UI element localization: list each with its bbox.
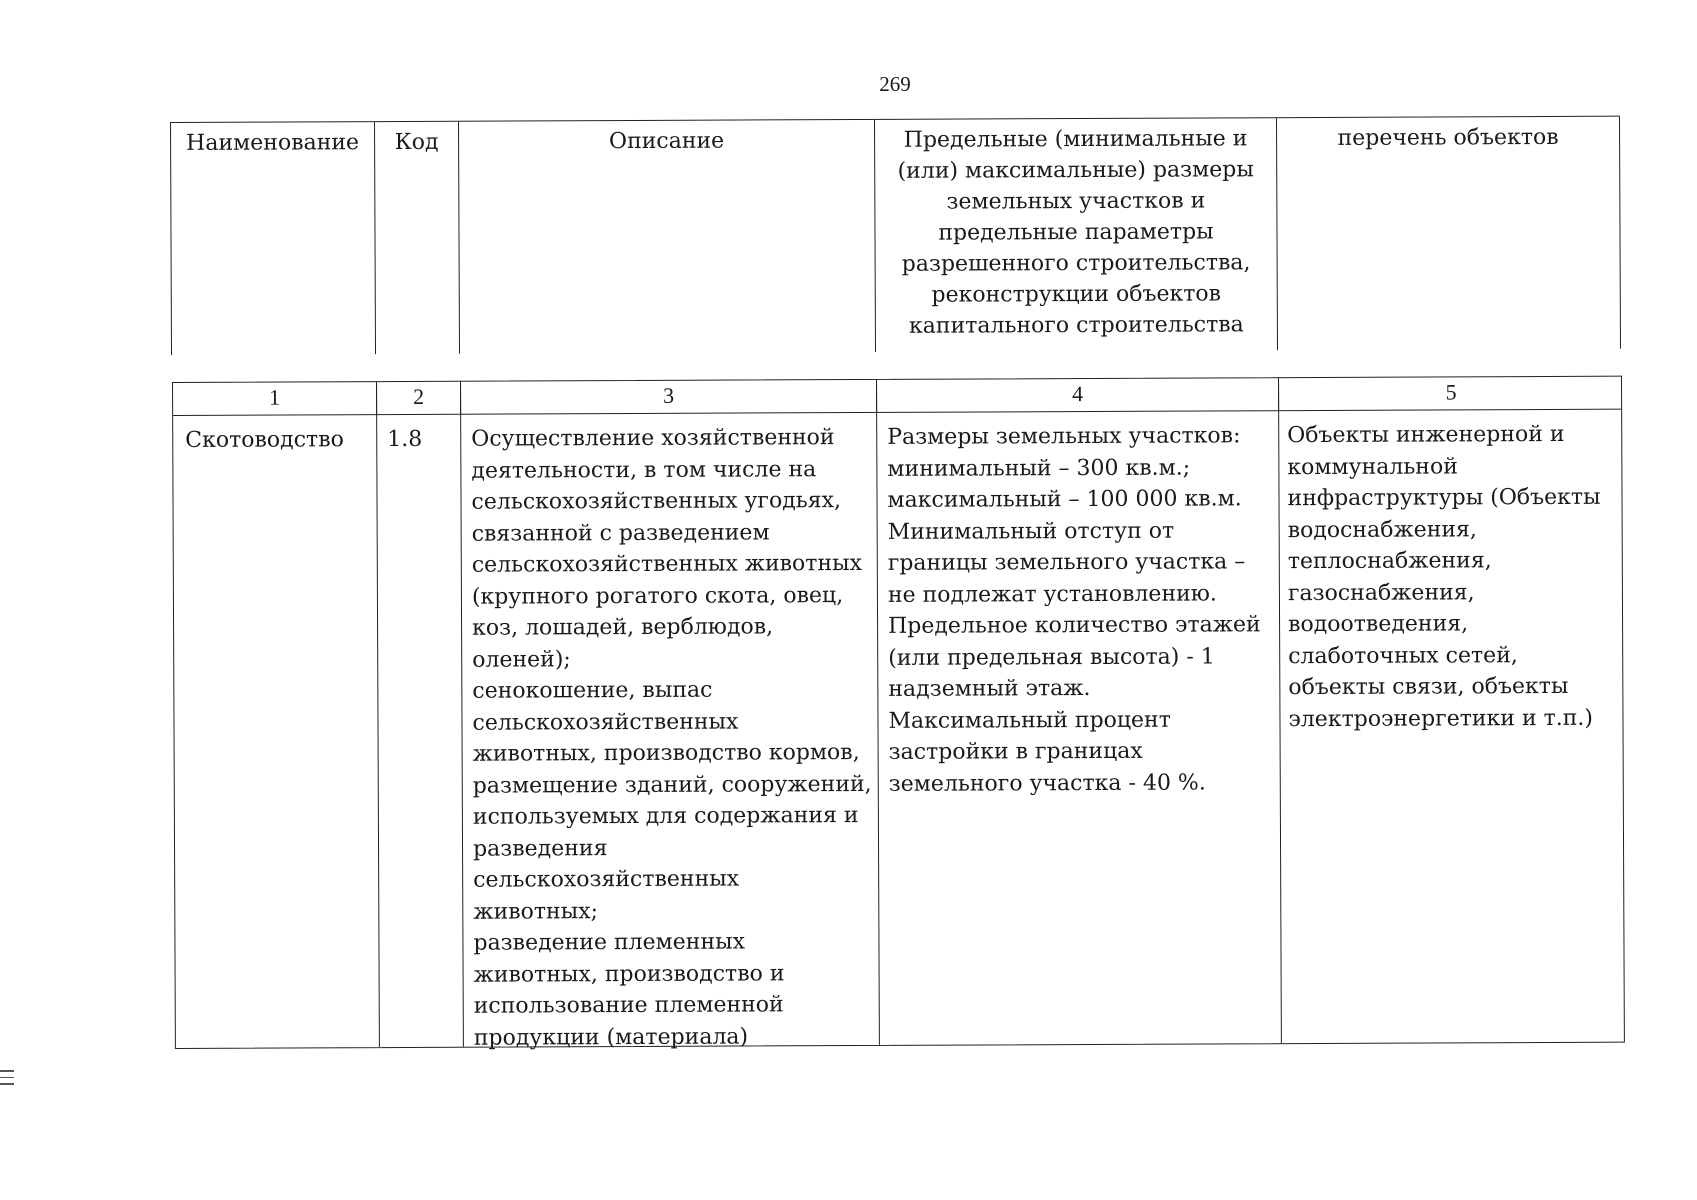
column-number-4: 4: [877, 378, 1279, 412]
header-name-label: Наименование: [186, 130, 360, 156]
edge-mark: [0, 1070, 14, 1072]
cell-code: 1.8: [387, 426, 423, 453]
edge-mark: [0, 1083, 14, 1085]
scan-edge-marks: [0, 1070, 14, 1090]
header-code-label: Код: [394, 129, 439, 156]
cell-description: Осуществление хозяйственной деятельности, в том числе на сельскохозяйственных угодьях, связанной с разведением сельскохозяйственных животных (крупного рогатого скота, овец, коз, лошадей, верблюдов, оленей); сенокошение, выпас сельскохозяйственных животных, производство кормов, размещение зданий, сооружений, используемых для содержания и разведения сельскохозяйственных животных; разведение племенных животных, производство и использование племенной продукции (материала): [471, 425, 872, 1051]
header-cell-parameters: [874, 118, 1277, 352]
header-cell-objects: [1276, 117, 1621, 350]
header-cell-code: [374, 122, 459, 354]
column-number-5: 5: [1445, 379, 1457, 405]
header-parameters-line: предельные параметры: [938, 219, 1214, 246]
header-parameters-line: капитального строительства: [908, 312, 1244, 339]
page-number: 269: [879, 72, 911, 96]
cell-name: Скотоводство: [185, 427, 344, 453]
column-number-3: 3: [461, 380, 877, 414]
cell-parameters: Размеры земельных участков: минимальный – 300 кв.м.; максимальный – 100 000 кв.м. Минимальный отступ от границы земельного участка – не подлежат установлению. Предельное количество этажей (или предельная высота) - 1 надземный этаж. Максимальный процент застройки в границах земельного участка - 40 %.: [887, 423, 1261, 797]
row-divider-1: [173, 382, 380, 1048]
column-number-2: 2: [377, 382, 461, 414]
table-body: [172, 376, 1625, 1049]
column-number-1: 1: [173, 382, 377, 415]
header-parameters-line: разрешенного строительства,: [901, 250, 1251, 277]
header-parameters-line: (или) максимальные) размеры: [897, 157, 1254, 184]
cell-objects: Объекты инженерной и коммунальной инфраструктуры (Объекты водоснабжения, теплоснабжения, газоснабжения, водоотведения, слаботочных сетей, объекты связи, объекты электроэнергетики и т.п.): [1287, 421, 1601, 732]
header-objects-label: перечень объектов: [1337, 124, 1559, 151]
row-divider-2: [377, 382, 464, 1047]
table-header-fragment: [170, 116, 1621, 355]
header-parameters-line: земельных участков и: [946, 188, 1206, 215]
header-parameters-line: реконструкции объектов: [931, 281, 1222, 308]
header-description-label: Описание: [608, 128, 725, 155]
header-parameters-line: Предельные (минимальные и: [903, 126, 1248, 153]
header-cell-description: [458, 120, 875, 354]
header-cell-name: [170, 122, 375, 355]
edge-mark: [0, 1077, 14, 1079]
